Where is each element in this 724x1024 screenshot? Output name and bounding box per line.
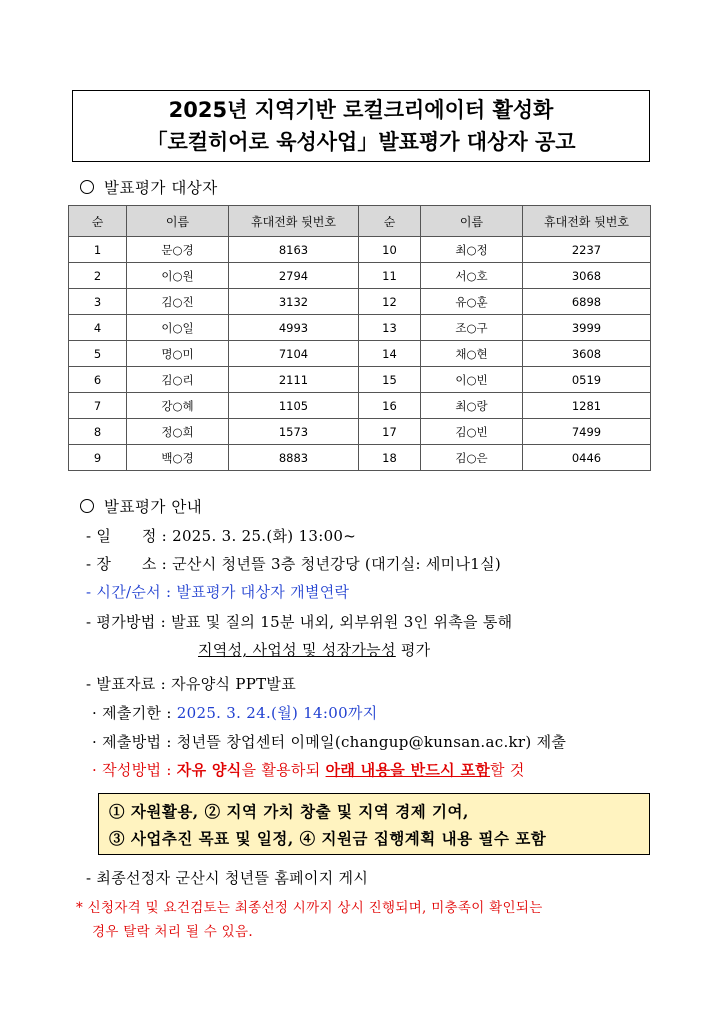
cell-phone: 8883 <box>229 445 359 471</box>
required-line-2: ③ 사업추진 목표 및 일정, ④ 지원금 집행계획 내용 필수 포함 <box>109 829 547 848</box>
table-row <box>69 315 651 341</box>
cell-order-2: 14 <box>359 341 421 367</box>
table-row <box>69 445 651 471</box>
cell-name-2: 김○은 <box>421 445 523 471</box>
cell-order-2: 13 <box>359 315 421 341</box>
section-heading-guide: 발표평가 안내 <box>80 495 202 517</box>
cell-name: 이○원 <box>127 263 229 289</box>
cell-phone: 1105 <box>229 393 359 419</box>
section-heading-targets: 발표평가 대상자 <box>80 176 218 198</box>
cell-phone: 2111 <box>229 367 359 393</box>
table-row <box>69 367 651 393</box>
table-row <box>69 263 651 289</box>
note-line-1: * 신청자격 및 요건검토는 최종선정 시까지 상시 진행되며, 미충족이 확인되는 <box>76 900 543 916</box>
cell-name-2: 유○훈 <box>421 289 523 315</box>
schedule-line: - 일 정 : 2025. 3. 25.(화) 13:00~ <box>86 527 357 545</box>
circle-bullet-icon <box>80 180 94 194</box>
cell-order-2: 10 <box>359 237 421 263</box>
cell-name: 정○희 <box>127 419 229 445</box>
cell-phone: 2794 <box>229 263 359 289</box>
table-row <box>69 289 651 315</box>
notice-title-box <box>72 90 650 162</box>
place-line: - 장 소 : 군산시 청년뜰 3층 청년강당 (대기실: 세미나1실) <box>86 555 502 573</box>
cell-phone: 4993 <box>229 315 359 341</box>
cell-name: 백○경 <box>127 445 229 471</box>
cell-name: 문○경 <box>127 237 229 263</box>
cell-order: 8 <box>69 419 127 445</box>
col-header-phone: 휴대전화 뒷번호 <box>229 206 359 237</box>
col-header-order-2: 순 <box>359 206 421 237</box>
cell-name-2: 최○랑 <box>421 393 523 419</box>
final-notice-line: - 최종선정자 군산시 청년뜰 홈페이지 게시 <box>86 869 369 887</box>
cell-name-2: 최○정 <box>421 237 523 263</box>
cell-order: 2 <box>69 263 127 289</box>
table-header-row <box>69 206 651 237</box>
cell-phone-2: 7499 <box>523 419 651 445</box>
targets-table <box>68 205 650 471</box>
table-row <box>69 237 651 263</box>
cell-name-2: 채○현 <box>421 341 523 367</box>
cell-phone-2: 0519 <box>523 367 651 393</box>
title-line-2: 「로컬히어로 육성사업」발표평가 대상자 공고 <box>146 130 576 154</box>
cell-name: 이○일 <box>127 315 229 341</box>
cell-name: 김○리 <box>127 367 229 393</box>
cell-phone-2: 1281 <box>523 393 651 419</box>
cell-phone-2: 0446 <box>523 445 651 471</box>
cell-order: 7 <box>69 393 127 419</box>
cell-order-2: 16 <box>359 393 421 419</box>
cell-phone-2: 6898 <box>523 289 651 315</box>
cell-name-2: 서○호 <box>421 263 523 289</box>
col-header-order: 순 <box>69 206 127 237</box>
cell-order-2: 12 <box>359 289 421 315</box>
cell-order-2: 18 <box>359 445 421 471</box>
cell-phone-2: 3608 <box>523 341 651 367</box>
cell-name-2: 조○구 <box>421 315 523 341</box>
table-row <box>69 419 651 445</box>
required-line-1: ① 자원활용, ② 지역 가치 창출 및 지역 경제 기여, <box>109 802 469 821</box>
submit-method-line: · 제출방법 : 청년뜰 창업센터 이메일(changup@kunsan.ac.kr) 제출 <box>92 733 567 751</box>
cell-order: 5 <box>69 341 127 367</box>
method-line: - 평가방법 : 발표 및 질의 15분 내외, 외부위원 3인 위촉을 통해 <box>86 613 513 631</box>
cell-phone-2: 3999 <box>523 315 651 341</box>
table-row <box>69 393 651 419</box>
materials-line: - 발표자료 : 자유양식 PPT발표 <box>86 675 297 693</box>
cell-name: 명○미 <box>127 341 229 367</box>
title-line-1: 2025년 지역기반 로컬크리에이터 활성화 <box>168 98 554 122</box>
col-header-name-2: 이름 <box>421 206 523 237</box>
cell-order: 6 <box>69 367 127 393</box>
cell-name-2: 김○빈 <box>421 419 523 445</box>
cell-phone: 1573 <box>229 419 359 445</box>
cell-order: 4 <box>69 315 127 341</box>
cell-order-2: 17 <box>359 419 421 445</box>
required-content-box <box>98 793 650 855</box>
cell-order: 1 <box>69 237 127 263</box>
cell-phone: 7104 <box>229 341 359 367</box>
note-line-2: 경우 탈락 처리 될 수 있음. <box>92 924 253 940</box>
cell-order: 3 <box>69 289 127 315</box>
cell-phone-2: 2237 <box>523 237 651 263</box>
cell-name: 강○혜 <box>127 393 229 419</box>
cell-phone-2: 3068 <box>523 263 651 289</box>
cell-order-2: 11 <box>359 263 421 289</box>
cell-phone: 8163 <box>229 237 359 263</box>
cell-name: 김○진 <box>127 289 229 315</box>
col-header-name: 이름 <box>127 206 229 237</box>
circle-bullet-icon <box>80 499 94 513</box>
cell-order-2: 15 <box>359 367 421 393</box>
time-order-line: - 시간/순서 : 발표평가 대상자 개별연락 <box>86 583 350 601</box>
method-line-2: 지역성, 사업성 및 성장가능성 평가 <box>198 641 431 659</box>
cell-phone: 3132 <box>229 289 359 315</box>
col-header-phone-2: 휴대전화 뒷번호 <box>523 206 651 237</box>
deadline-line: · 제출기한 : 2025. 3. 24.(월) 14:00까지 <box>92 704 378 722</box>
table-row <box>69 341 651 367</box>
cell-order: 9 <box>69 445 127 471</box>
writing-method-line: · 작성방법 : 자유 양식을 활용하되 아래 내용을 반드시 포함할 것 <box>92 761 525 779</box>
cell-name-2: 이○빈 <box>421 367 523 393</box>
